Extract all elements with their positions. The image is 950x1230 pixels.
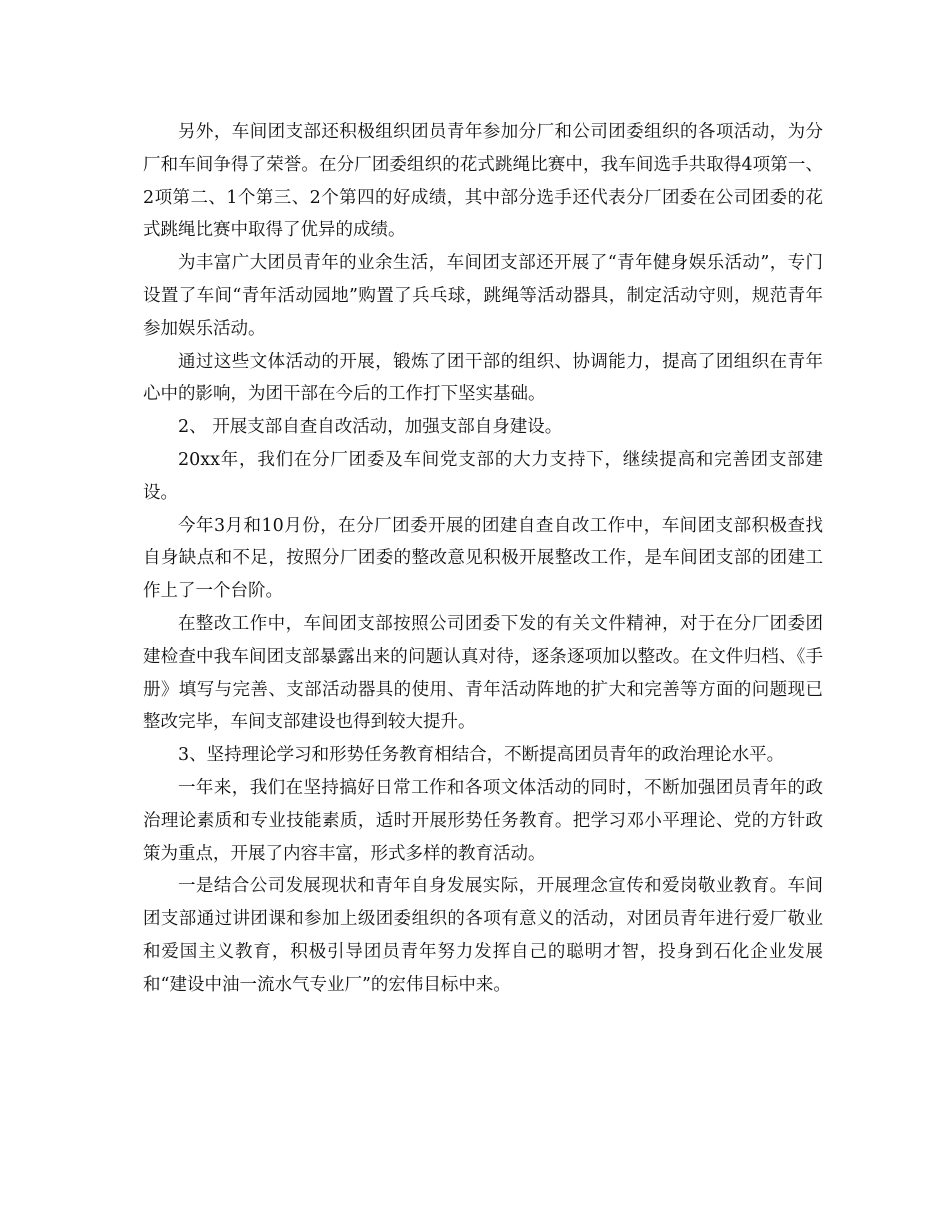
section-heading-self-inspection: 2、 开展支部自查自改活动，加强支部自身建设。 <box>178 417 563 438</box>
paragraph-branch-construction: 20xx年，我们在分厂团委及车间党支部的大力支持下，继续提高和完善团支部建设。 <box>143 449 823 503</box>
section-heading-theory-study: 3、坚持理论学习和形势任务教育相结合，不断提高团员青年的政治理论水平。 <box>178 745 785 766</box>
paragraph-rectification: 在整改工作中，车间团支部按照公司团委下发的有关文件精神，对于在分厂团委团建检查中我车间团支部暴露出来的问题认真对待，逐条逐项加以整改。在文件归档、《手册》填写与完善、支部活动器具的使用、青年活动阵地的扩大和完善等方面的问题现已整改完毕，车间支部建设也得到较大提升。 <box>143 613 823 733</box>
paragraph-activity-results: 通过这些文体活动的开展，锻炼了团干部的组织、协调能力，提高了团组织在青年心中的影响，为团干部在今后的工作打下坚实基础。 <box>143 351 823 405</box>
paragraph-self-inspection-work: 今年3月和10月份，在分厂团委开展的团建自查自改工作中，车间团支部积极查找自身缺点和不足，按照分厂团委的整改意见积极开展整改工作，是车间团支部的团建工作上了一个台阶。 <box>143 515 823 602</box>
paragraph-dedication-education: 一是结合公司发展现状和青年自身发展实际，开展理念宣传和爱岗敬业教育。车间团支部通过讲团课和参加上级团委组织的各项有意义的活动，对团员青年进行爱厂敬业和爱国主义教育，积极引导团员青年努力发挥自己的聪明才智，投身到石化企业发展和“建设中油一流水气专业厂”的宏伟目标中来。 <box>143 876 823 995</box>
document-body <box>143 116 823 1002</box>
paragraph-activities-honors: 另外，车间团支部还积极组织团员青年参加分厂和公司团委组织的各项活动，为分厂和车间争得了荣誉。在分厂团委组织的花式跳绳比赛中，我车间选手共取得4项第一、2项第二、1个第三、2个第四的好成绩，其中部分选手还代表分厂团委在公司团委的花式跳绳比赛中取得了优异的成绩。 <box>143 122 823 241</box>
paragraph-political-education: 一年来，我们在坚持搞好日常工作和各项文体活动的同时，不断加强团员青年的政治理论素质和专业技能素质，适时开展形势任务教育。把学习邓小平理论、党的方针政策为重点，开展了内容丰富，形式多样的教育活动。 <box>143 777 823 864</box>
paragraph-fitness-entertainment: 为丰富广大团员青年的业余生活，车间团支部还开展了“青年健身娱乐活动”，专门设置了车间“青年活动园地”购置了兵乓球，跳绳等活动器具，制定活动守则，规范青年参加娱乐活动。 <box>143 253 823 339</box>
